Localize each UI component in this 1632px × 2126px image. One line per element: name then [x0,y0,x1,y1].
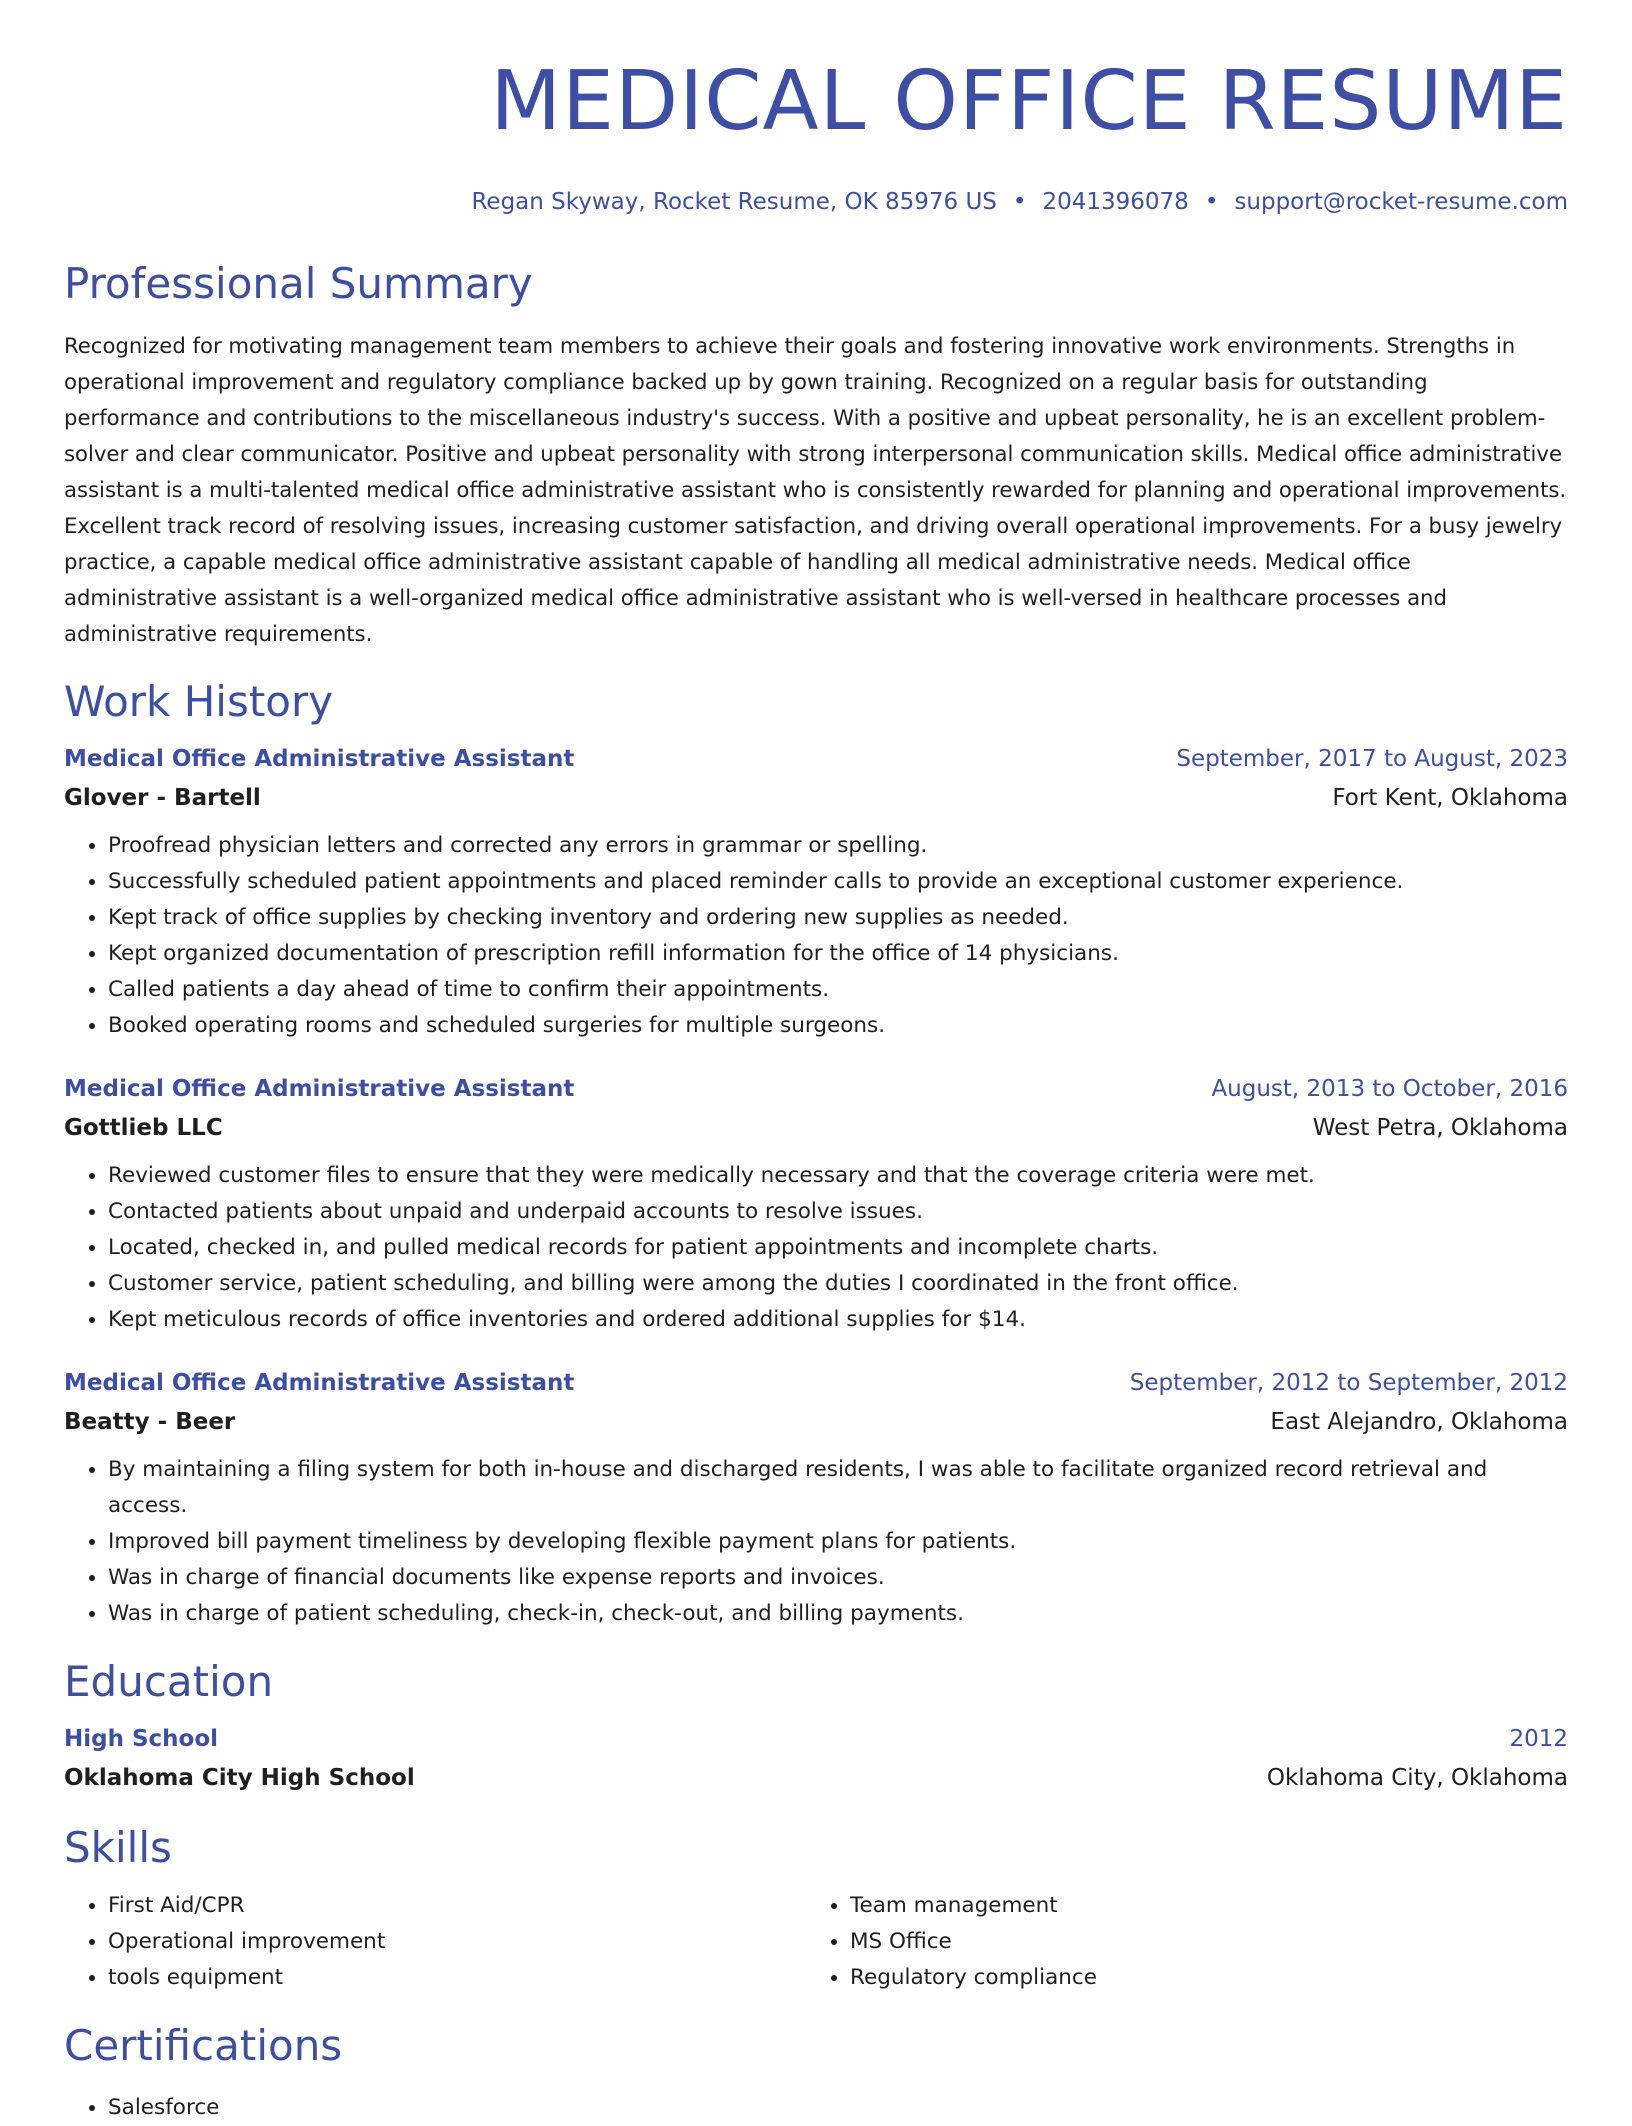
certification-item: • Salesforce [108,2090,1568,2126]
skills-column-left [64,1888,806,1996]
job-employer: Glover - Bartell [64,785,261,811]
job-duties [64,1452,1568,1632]
skills-list [64,1888,1568,1996]
job-dates: September, 2017 to August, 2023 [1176,746,1568,772]
skill-item: • MS Office [850,1924,1548,1960]
job-location: Fort Kent, Oklahoma [1332,785,1568,811]
job-duty: • Contacted patients about unpaid and underpaid accounts to resolve issues. [108,1194,1568,1230]
contact-phone: 2041396078 [1042,189,1189,215]
job-duty: • Improved bill payment timeliness by developing flexible payment plans for patients. [108,1524,1568,1560]
skill-item: • Operational improvement [108,1924,806,1960]
work-history-heading: Work History [64,677,334,726]
skills-heading: Skills [64,1823,172,1872]
education-degree: High School [64,1726,219,1752]
job-title: Medical Office Administrative Assistant [64,1076,575,1102]
certifications-heading: Certifications [64,2021,343,2070]
skill-item: • First Aid/CPR [108,1888,806,1924]
job-duty: • Booked operating rooms and scheduled surgeries for multiple surgeons. [108,1008,1568,1044]
job-employer: Gottlieb LLC [64,1115,223,1141]
summary-text: Recognized for motivating management team members to achieve their goals and fostering innovative work environments. Strengths in operational improvement and regulatory compliance backed up by gown training. Recognized on a regular basis for outstanding performance and contributions to the miscellaneous industry's success. With a positive and upbeat personality, he is an excellent problem-solver and clear communicator. Positive and upbeat personality with strong interpersonal communication skills. Medical office administrative assistant is a multi-talented medical office administrative assistant who is consistently rewarded for planning and operational improvements. Excellent track record of resolving issues, increasing customer satisfaction, and driving overall operational improvements. For a busy jewelry practice, a capable medical office administrative assistant capable of handling all medical administrative needs. Medical office administrative assistant is a well-organized medical office administrative assistant who is well-versed in healthcare processes and administrative requirements. [64,333,1567,646]
job-duties [64,1158,1568,1338]
job-dates: September, 2012 to September, 2012 [1129,1370,1568,1396]
education-entry [64,1720,1568,1798]
job-duty: • By maintaining a filing system for both in-house and discharged residents, I was able to facilitate organized record retrieval and access. [108,1452,1568,1524]
job-duty: • Successfully scheduled patient appointments and placed reminder calls to provide an exceptional customer experience. [108,864,1568,900]
job-duty: • Was in charge of financial documents like expense reports and invoices. [108,1560,1568,1596]
skill-item: • Team management [850,1888,1548,1924]
contact-separator: • [1204,189,1219,215]
job-entry [64,1070,1568,1338]
job-location: West Petra, Oklahoma [1312,1115,1568,1141]
education-school: Oklahoma City High School [64,1765,415,1791]
resume-header [64,0,1568,218]
resume-name: MEDICAL OFFICE RESUME [490,54,1568,149]
contact-separator: • [1012,189,1027,215]
job-duty: • Reviewed customer files to ensure that they were medically necessary and that the coverage criteria were met. [108,1158,1568,1194]
job-duty: • Called patients a day ahead of time to confirm their appointments. [108,972,1568,1008]
job-entry [64,740,1568,1044]
job-duty: • Was in charge of patient scheduling, check-in, check-out, and billing payments. [108,1596,1568,1632]
job-title: Medical Office Administrative Assistant [64,746,575,772]
job-dates: August, 2013 to October, 2016 [1211,1076,1568,1102]
contact-email: support@rocket-resume.com [1234,189,1568,215]
contact-line [64,186,1568,218]
summary-heading: Professional Summary [64,259,533,308]
job-entry [64,1364,1568,1632]
skill-item: • Regulatory compliance [850,1960,1548,1996]
job-duty: • Kept track of office supplies by checking inventory and ordering new supplies as needed. [108,900,1568,936]
job-duty: • Proofread physician letters and corrected any errors in grammar or spelling. [108,828,1568,864]
education-location: Oklahoma City, Oklahoma [1266,1765,1568,1791]
skills-column-right [806,1888,1548,1996]
job-location: East Alejandro, Oklahoma [1270,1409,1568,1435]
job-duties [64,828,1568,1044]
education-year: 2012 [1509,1726,1568,1752]
job-duty: • Kept meticulous records of office inventories and ordered additional supplies for $14. [108,1302,1568,1338]
skill-item: • tools equipment [108,1960,806,1996]
job-employer: Beatty - Beer [64,1409,236,1435]
contact-address: Regan Skyway, Rocket Resume, OK 85976 US [471,189,997,215]
education-heading: Education [64,1657,274,1706]
job-duty: • Kept organized documentation of prescription refill information for the office of 14 physicians. [108,936,1568,972]
job-duty: • Customer service, patient scheduling, and billing were among the duties I coordinated in the front office. [108,1266,1568,1302]
job-duty: • Located, checked in, and pulled medical records for patient appointments and incomplete charts. [108,1230,1568,1266]
certifications-list [64,2090,1568,2126]
job-title: Medical Office Administrative Assistant [64,1370,575,1396]
